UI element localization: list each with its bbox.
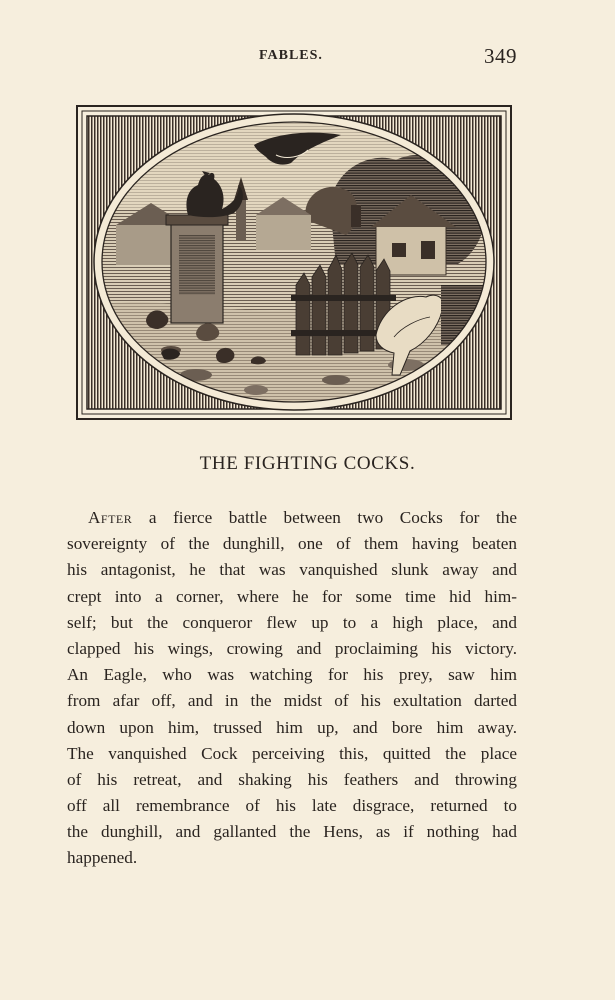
running-title: FABLES. <box>259 48 323 63</box>
fable-paragraph <box>67 505 517 872</box>
text-line: the dunghill, and gallanted the Hens, as if nothing had <box>67 822 517 842</box>
text-line: An Eagle, who was watching for his prey, saw him <box>67 665 517 685</box>
opening-word: After <box>88 508 133 527</box>
text-line: off all remembrance of his late disgrace, returned to <box>67 796 517 816</box>
text-line: his antagonist, he that was vanquished slunk away and <box>67 560 517 580</box>
text-line: clapped his wings, crowing and proclaiming his victory. <box>67 638 517 658</box>
text-line: crept into a corner, where he for some time hid him- <box>67 586 517 606</box>
text-line: down upon him, trussed him up, and bore him away. <box>67 717 517 737</box>
text-line: self; but the conqueror flew up to a high place, and <box>67 612 517 632</box>
fable-title: THE FIGHTING COCKS. <box>199 453 416 474</box>
text-line: The vanquished Cock perceiving this, quitted the place <box>67 743 517 763</box>
page-number: 349 <box>484 44 517 68</box>
text-line: of his retreat, and shaking his feathers and throwing <box>67 769 517 789</box>
text-line: from afar off, and in the midst of his exultation darted <box>67 691 517 711</box>
running-head <box>0 46 615 70</box>
fable-body <box>67 505 517 872</box>
text-line: happened. <box>67 848 138 868</box>
text-line: sovereignty of the dunghill, one of them having beaten <box>67 534 517 554</box>
woodcut-illustration <box>76 105 512 420</box>
text-line: After a fierce battle between two Cocks for the <box>88 508 517 527</box>
